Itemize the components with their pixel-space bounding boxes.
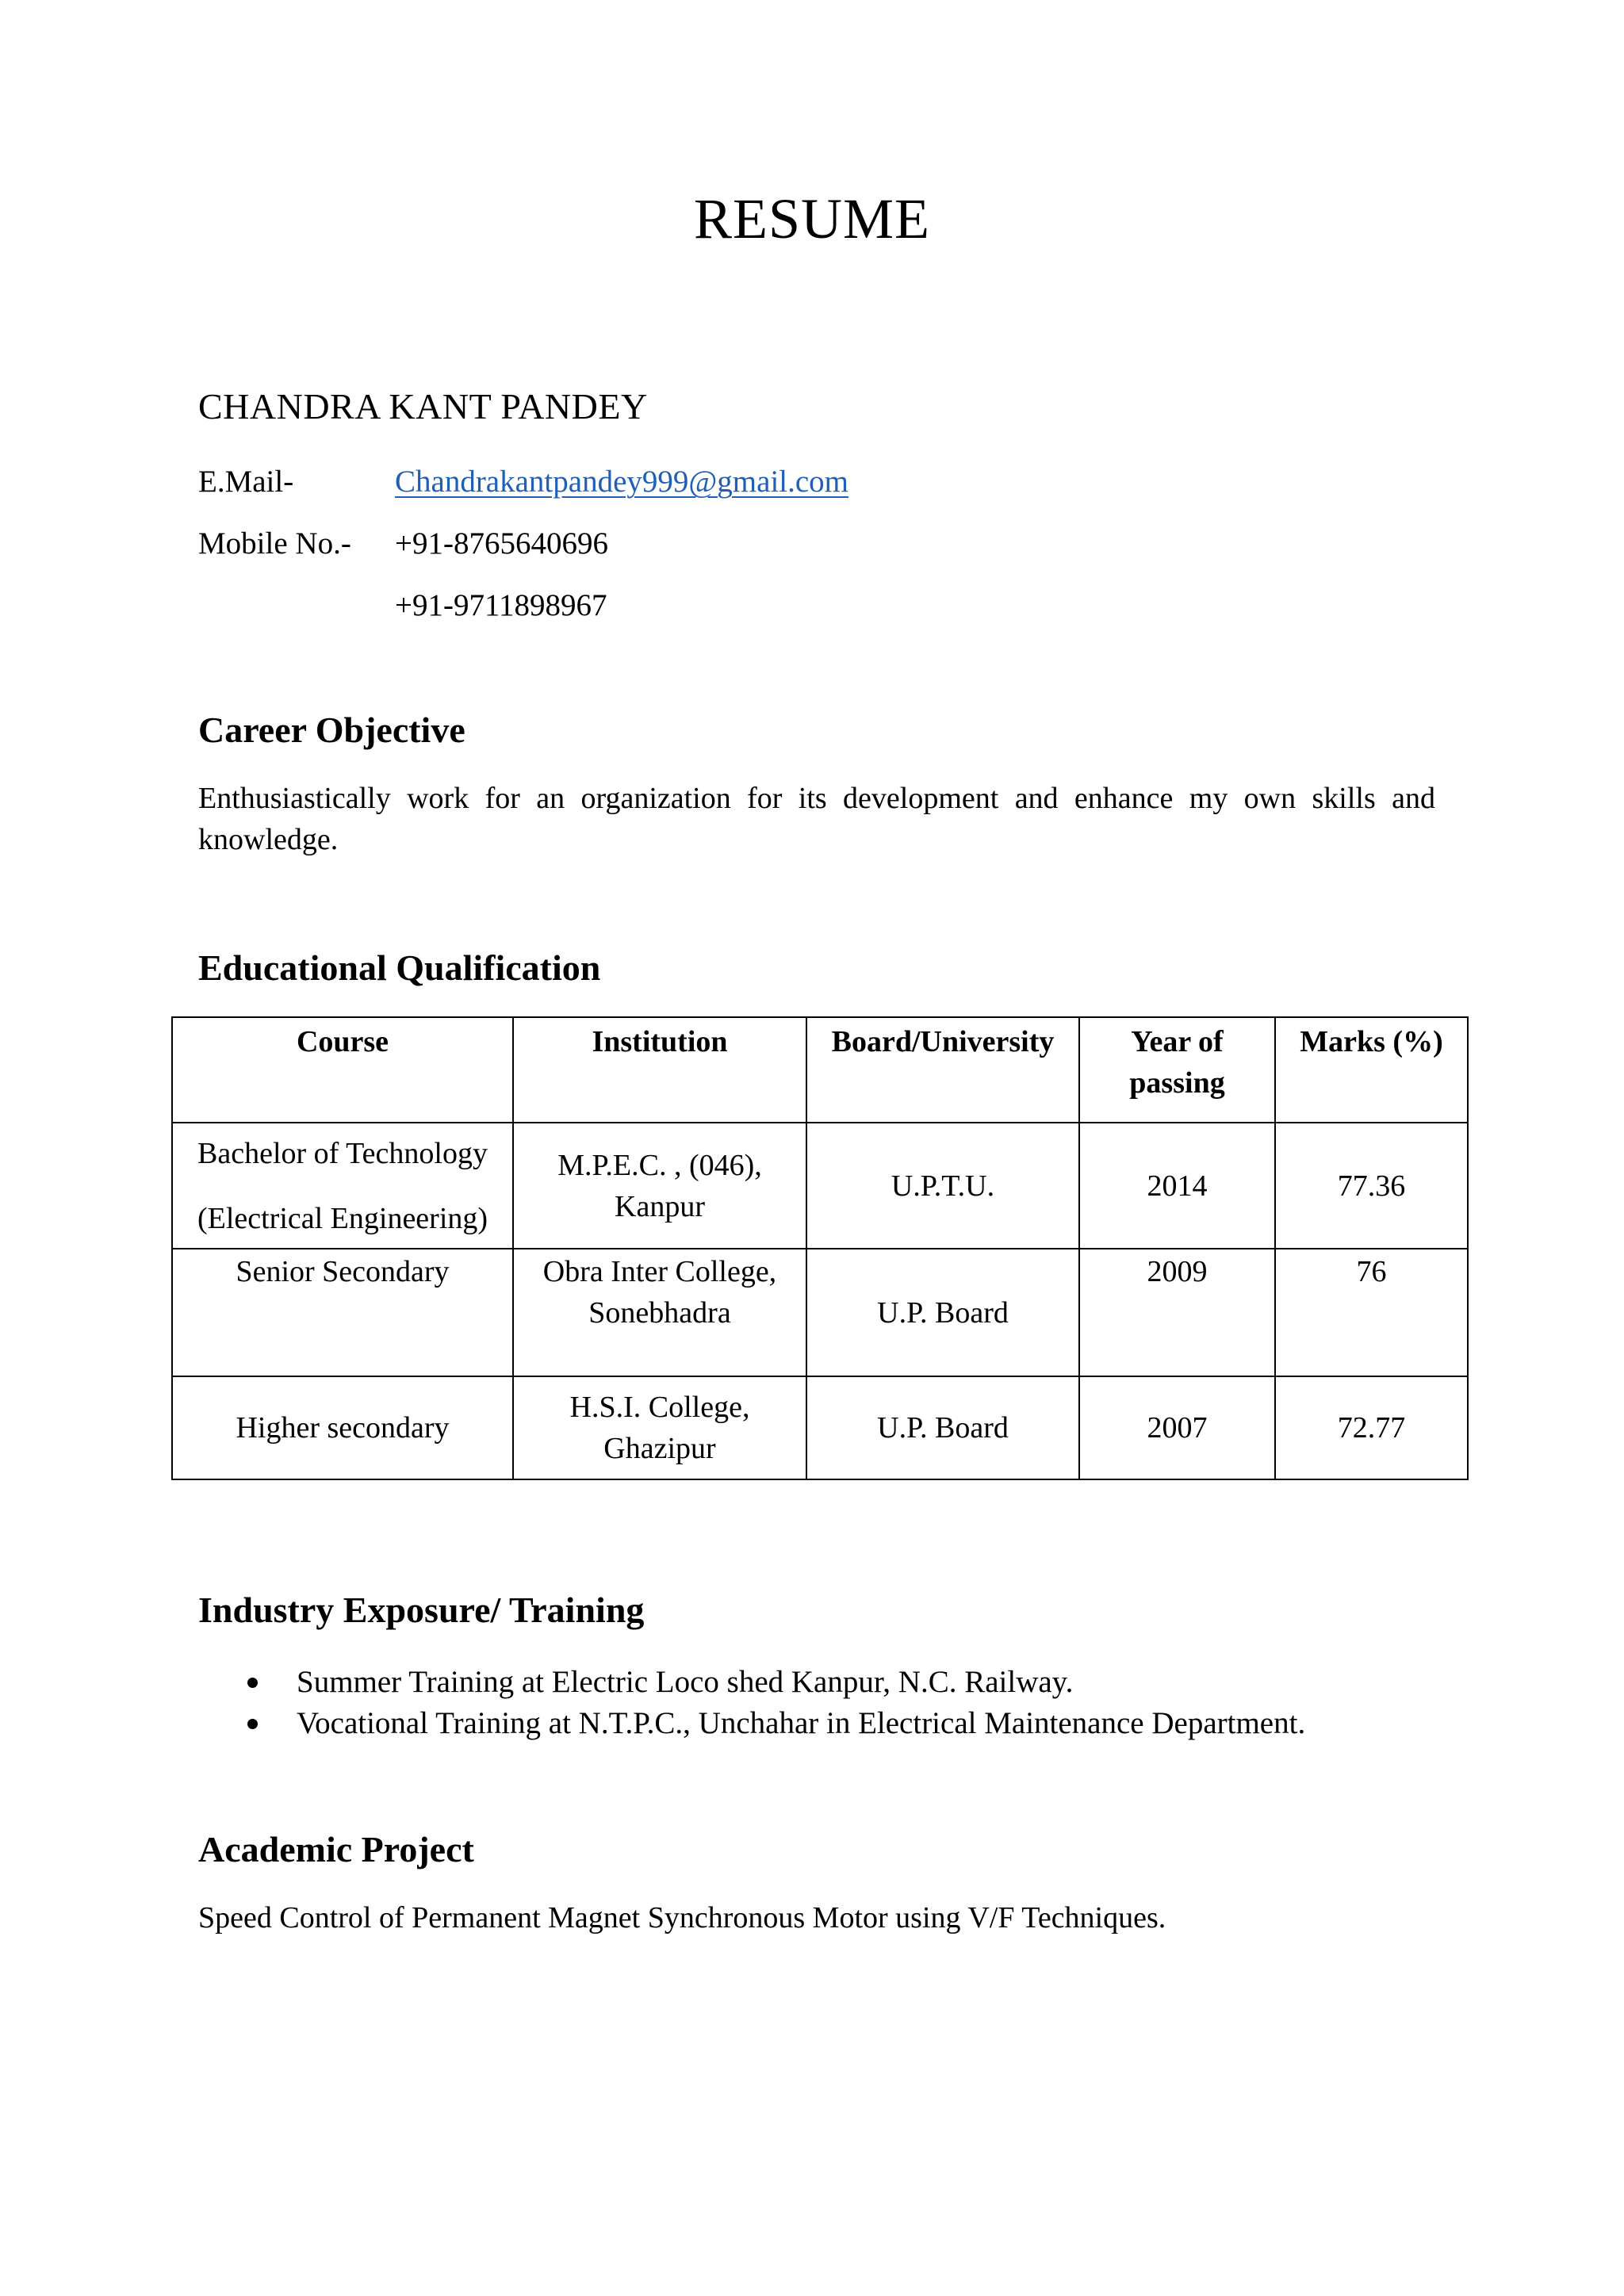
career-objective-heading: Career Objective [198,710,465,750]
list-item [198,1662,1305,1703]
training-item-text: Vocational Training at N.T.P.C., Unchahar in Electrical Maintenance Department. [297,1706,1306,1740]
institution-name: Obra Inter College, [542,1255,777,1288]
institution-cell [513,1249,806,1376]
board-cell: U.P.T.U. [806,1123,1079,1249]
column-header-institution: Institution [513,1017,806,1123]
institution-cell [513,1376,806,1479]
page-title: RESUME [693,187,931,251]
email-label: E.Mail- [198,465,294,499]
institution-name: M.P.E.C. , (046), [557,1148,762,1182]
year-cell: 2009 [1079,1249,1275,1376]
course-cell [172,1123,513,1249]
academic-project-heading: Academic Project [198,1829,474,1869]
course-cell: Senior Secondary [172,1249,513,1376]
list-item [198,1703,1305,1744]
table-row [172,1249,1468,1376]
training-heading: Industry Exposure/ Training [198,1590,645,1630]
institution-location: Ghazipur [603,1432,716,1465]
institution-location: Kanpur [615,1189,705,1223]
mobile-number-2: +91-9711898967 [395,588,607,622]
education-header-row [172,1017,1468,1123]
institution-cell [513,1123,806,1249]
training-item-text: Summer Training at Electric Loco shed Kanpur, N.C. Railway. [297,1665,1074,1699]
training-list [198,1662,1305,1744]
column-header-marks: Marks (%) [1275,1017,1468,1123]
institution-location: Sonebhadra [588,1296,731,1330]
board-cell: U.P. Board [806,1376,1079,1479]
academic-project-text: Speed Control of Permanent Magnet Synchronous Motor using V/F Techniques. [198,1901,1166,1934]
course-cell: Higher secondary [172,1376,513,1479]
table-row [172,1123,1468,1249]
mobile-number-1: +91-8765640696 [395,526,608,561]
email-link[interactable]: Chandrakantpandey999@gmail.com [395,465,849,499]
career-objective-text: Enthusiastically work for an organization for its development and enhance my own skills and knowledge. [198,782,1435,856]
column-header-year: Year of passing [1079,1017,1275,1123]
year-cell: 2014 [1079,1123,1275,1249]
bullet-icon [247,1678,258,1688]
email-value [395,466,848,497]
education-table [171,1016,1469,1480]
course-specialization: (Electrical Engineering) [197,1201,488,1235]
mobile-label: Mobile No.- [198,526,351,561]
marks-cell: 72.77 [1275,1376,1468,1479]
marks-cell: 77.36 [1275,1123,1468,1249]
column-header-course: Course [172,1017,513,1123]
candidate-name: CHANDRA KANT PANDEY [198,386,648,427]
board-cell: U.P. Board [806,1249,1079,1376]
year-cell: 2007 [1079,1376,1275,1479]
column-header-board: Board/University [806,1017,1079,1123]
course-name: Bachelor of Technology [197,1136,488,1170]
bullet-icon [247,1719,258,1729]
institution-name: H.S.I. College, [569,1391,750,1424]
table-row [172,1376,1468,1479]
education-heading: Educational Qualification [198,947,601,988]
marks-cell: 76 [1275,1249,1468,1376]
